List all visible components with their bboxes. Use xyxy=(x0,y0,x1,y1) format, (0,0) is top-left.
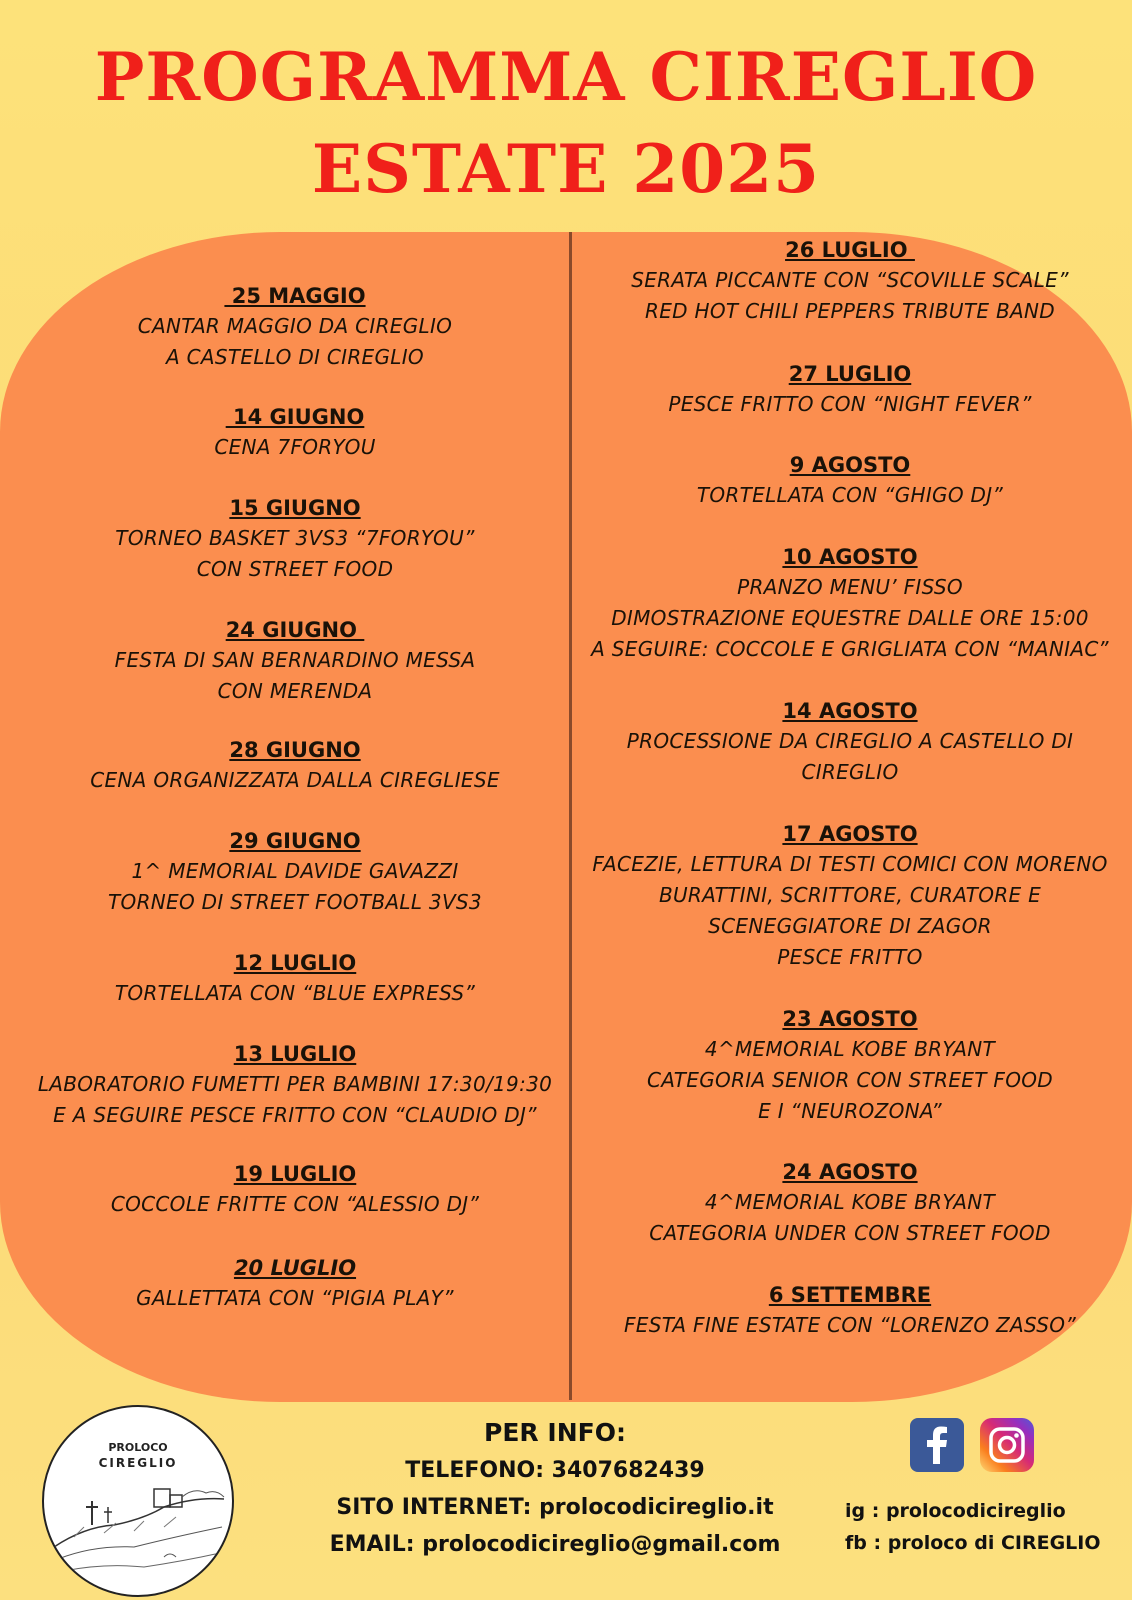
event-date: 9 AGOSTO xyxy=(789,453,911,477)
event-item xyxy=(10,493,580,585)
event-item xyxy=(570,1004,1130,1127)
info-website: SITO INTERNET: prolocodicireglio.it xyxy=(336,1495,774,1520)
event-item xyxy=(10,615,580,707)
event-description: GALLETTATA CON “PIGIA PLAY” xyxy=(136,1286,454,1310)
event-description: PESCE FRITTO xyxy=(777,945,923,969)
event-item xyxy=(10,281,580,373)
village-sketch-icon xyxy=(44,1467,232,1595)
event-item xyxy=(10,826,580,918)
event-description: TORTELLATA CON “GHIGO DJ” xyxy=(696,483,1004,507)
event-item xyxy=(10,1253,580,1314)
event-item xyxy=(10,1159,580,1220)
event-description: 4^MEMORIAL KOBE BRYANT xyxy=(704,1037,996,1061)
event-date: 13 LUGLIO xyxy=(233,1042,357,1066)
event-description: CON STREET FOOD xyxy=(196,557,394,581)
event-description: E I “NEUROZONA” xyxy=(758,1099,942,1123)
event-date: 27 LUGLIO xyxy=(788,362,912,386)
event-description: E A SEGUIRE PESCE FRITTO CON “CLAUDIO DJ” xyxy=(53,1103,537,1127)
event-date: 10 AGOSTO xyxy=(782,545,918,569)
event-item xyxy=(570,1157,1130,1249)
event-date: 26 LUGLIO xyxy=(785,238,915,262)
event-description: A SEGUIRE: COCCOLE E GRIGLIATA CON “MANIAC” xyxy=(591,637,1109,661)
event-item xyxy=(10,735,580,796)
event-date: 14 AGOSTO xyxy=(782,699,918,723)
event-description: BURATTINI, SCRITTORE, CURATORE E xyxy=(658,883,1042,907)
event-description: PESCE FRITTO CON “NIGHT FEVER” xyxy=(668,392,1032,416)
event-date: 29 GIUGNO xyxy=(229,829,361,853)
event-date: 14 GIUGNO xyxy=(225,405,365,429)
instagram-icon[interactable] xyxy=(980,1418,1034,1472)
event-date: 28 GIUGNO xyxy=(229,738,361,762)
proloco-logo xyxy=(42,1405,234,1597)
event-description: CENA ORGANIZZATA DALLA CIREGLIESE xyxy=(90,768,500,792)
event-item xyxy=(570,819,1130,973)
event-description: TORNEO DI STREET FOOTBALL 3VS3 xyxy=(108,890,482,914)
logo-text-name: CIREGLIO xyxy=(98,1456,178,1470)
event-description: PRANZO MENU’ FISSO xyxy=(737,575,963,599)
event-description: CENA 7FORYOU xyxy=(214,435,376,459)
info-email: EMAIL: prolocodicireglio@gmail.com xyxy=(329,1532,781,1557)
event-item xyxy=(570,450,1130,511)
info-heading: PER INFO: xyxy=(484,1418,626,1447)
event-date: 23 AGOSTO xyxy=(782,1007,918,1031)
event-item xyxy=(570,359,1130,420)
event-description: LABORATORIO FUMETTI PER BAMBINI 17:30/19:30 xyxy=(37,1072,553,1096)
logo-text-top: PROLOCO xyxy=(108,1441,168,1454)
event-description: CON MERENDA xyxy=(217,679,373,703)
event-description: 4^MEMORIAL KOBE BRYANT xyxy=(704,1190,996,1214)
title-line-2: ESTATE 2025 xyxy=(311,130,821,208)
event-date: 20 LUGLIO xyxy=(233,1256,357,1280)
event-item xyxy=(10,1039,580,1131)
event-description: SERATA PICCANTE CON “SCOVILLE SCALE” xyxy=(631,268,1069,292)
event-item xyxy=(10,402,580,463)
event-date: 12 LUGLIO xyxy=(233,951,357,975)
event-date: 15 GIUGNO xyxy=(229,496,361,520)
facebook-icon[interactable] xyxy=(910,1418,964,1472)
event-description: FESTA DI SAN BERNARDINO MESSA xyxy=(114,648,476,672)
event-description: DIMOSTRAZIONE EQUESTRE DALLE ORE 15:00 xyxy=(611,606,1089,630)
event-date: 19 LUGLIO xyxy=(233,1162,357,1186)
event-date: 24 GIUGNO xyxy=(225,618,365,642)
event-description: CATEGORIA SENIOR CON STREET FOOD xyxy=(647,1068,1053,1092)
instagram-handle: ig : prolocodicireglio xyxy=(845,1500,1066,1522)
event-date: 25 MAGGIO xyxy=(224,284,366,308)
event-item xyxy=(570,235,1130,327)
event-description: FACEZIE, LETTURA DI TESTI COMICI CON MORENO xyxy=(592,852,1108,876)
event-description: CANTAR MAGGIO DA CIREGLIO xyxy=(137,314,453,338)
event-description: 1^ MEMORIAL DAVIDE GAVAZZI xyxy=(131,859,459,883)
event-date: 17 AGOSTO xyxy=(782,822,918,846)
event-description: COCCOLE FRITTE CON “ALESSIO DJ” xyxy=(110,1192,480,1216)
event-description: PROCESSIONE DA CIREGLIO A CASTELLO DI xyxy=(626,729,1074,753)
event-description: CIREGLIO xyxy=(801,760,899,784)
event-description: TORTELLATA CON “BLUE EXPRESS” xyxy=(114,981,476,1005)
event-description: SCENEGGIATORE DI ZAGOR xyxy=(708,914,992,938)
facebook-handle: fb : proloco di CIREGLIO xyxy=(845,1532,1101,1554)
info-phone: TELEFONO: 3407682439 xyxy=(405,1458,705,1483)
event-date: 24 AGOSTO xyxy=(782,1160,918,1184)
event-item xyxy=(570,696,1130,788)
event-item xyxy=(570,542,1130,665)
event-item xyxy=(570,1280,1130,1341)
event-item xyxy=(10,948,580,1009)
event-description: CATEGORIA UNDER CON STREET FOOD xyxy=(649,1221,1051,1245)
event-description: A CASTELLO DI CIREGLIO xyxy=(166,345,424,369)
title-line-1: PROGRAMMA CIREGLIO xyxy=(94,38,1038,116)
event-description: TORNEO BASKET 3VS3 “7FORYOU” xyxy=(115,526,475,550)
event-description: FESTA FINE ESTATE CON “LORENZO ZASSO” xyxy=(624,1313,1076,1337)
event-description: RED HOT CHILI PEPPERS TRIBUTE BAND xyxy=(645,299,1055,323)
event-date: 6 SETTEMBRE xyxy=(768,1283,932,1307)
